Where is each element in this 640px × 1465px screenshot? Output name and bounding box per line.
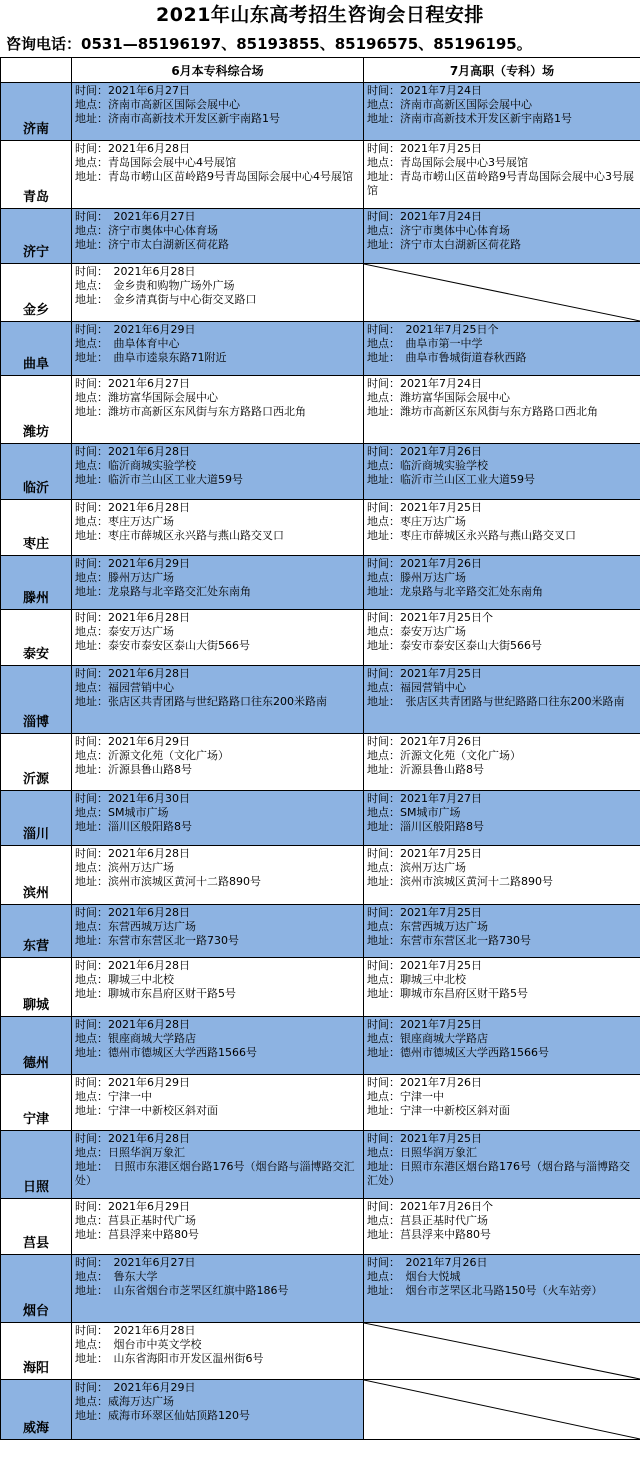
table-row	[1, 322, 640, 376]
session-line: 地点：济宁市奥体中心体育场	[75, 224, 218, 237]
session-line: 地点：青岛国际会展中心4号展馆	[75, 156, 236, 169]
session-line: 时间：2021年6月29日	[75, 557, 190, 570]
session-line: 地址：淄川区般阳路8号	[75, 820, 192, 833]
city-name: 莒县	[1, 1199, 72, 1255]
session-line: 时间：2021年7月25日	[367, 959, 482, 972]
diagonal-line	[364, 1380, 640, 1439]
session-line: 地点： 曲阜体育中心	[75, 337, 180, 350]
table-row	[1, 556, 640, 610]
diagonal-line	[364, 1323, 640, 1379]
session-line: 地点：临沂商城实验学校	[75, 459, 196, 472]
june-session-cell	[72, 500, 364, 556]
session-line: 时间：2021年6月28日	[75, 501, 190, 514]
july-empty-cell	[364, 264, 640, 322]
june-session-cell	[72, 556, 364, 610]
session-line: 时间：2021年7月25日个	[367, 611, 493, 624]
city-name: 聊城	[1, 958, 72, 1017]
city-name: 临沂	[1, 444, 72, 500]
july-empty-cell	[364, 1323, 640, 1380]
session-line: 时间：2021年7月24日	[367, 84, 482, 97]
session-line: 地址： 金乡清真街与中心街交叉路口	[75, 293, 257, 306]
city-name: 烟台	[1, 1255, 72, 1323]
july-session-cell	[364, 1017, 640, 1075]
session-line: 时间：2021年6月29日	[75, 1200, 190, 1213]
session-line: 时间：2021年6月29日	[75, 735, 190, 748]
session-line: 地点：泰安万达广场	[367, 625, 466, 638]
june-session-cell	[72, 1131, 364, 1199]
july-session-cell	[364, 83, 640, 141]
session-line: 地址：潍坊市高新区东风街与东方路路口西北角	[367, 405, 598, 418]
session-line: 时间：2021年7月26日个	[367, 1200, 493, 1213]
session-line: 时间：2021年7月26日	[367, 557, 482, 570]
session-line: 地点：滕州万达广场	[367, 571, 466, 584]
session-line: 地址：青岛市崂山区苗岭路9号青岛国际会展中心4号展馆	[75, 170, 353, 183]
session-line: 地址：东营市东营区北一路730号	[75, 934, 239, 947]
june-session-cell	[72, 322, 364, 376]
table-row	[1, 264, 640, 322]
table-row	[1, 444, 640, 500]
city-name: 济宁	[1, 209, 72, 264]
session-line: 地址：滨州市滨城区黄河十二路890号	[75, 875, 261, 888]
session-line: 地点：聊城三中北校	[367, 973, 466, 986]
session-line: 地点：滨州万达广场	[75, 861, 174, 874]
session-line: 地址：宁津一中新校区斜对面	[367, 1104, 510, 1117]
june-session-cell	[72, 1017, 364, 1075]
session-line: 地址： 日照市东港区烟台路176号（烟台路与淄博路交汇处）	[75, 1160, 355, 1187]
session-line: 地点：东营西城万达广场	[367, 920, 488, 933]
session-line: 时间：2021年7月26日	[367, 735, 482, 748]
july-session-cell	[364, 376, 640, 444]
session-line: 地址：威海市环翠区仙姑顶路120号	[75, 1409, 250, 1422]
session-line: 地点：聊城三中北校	[75, 973, 174, 986]
july-empty-cell	[364, 1380, 640, 1440]
june-session-cell	[72, 376, 364, 444]
session-line: 地址：济宁市太白湖新区荷花路	[367, 238, 521, 251]
session-line: 地点： 烟台大悦城	[367, 1270, 461, 1283]
june-session-cell	[72, 958, 364, 1017]
session-line: 时间： 2021年6月28日	[75, 1324, 196, 1337]
city-name: 曲阜	[1, 322, 72, 376]
session-line: 地址： 山东省海阳市开发区温州街6号	[75, 1352, 264, 1365]
session-line: 地点：潍坊富华国际会展中心	[367, 391, 510, 404]
header-july: 7月高职（专科）场	[364, 58, 640, 83]
session-line: 时间：2021年6月28日	[75, 959, 190, 972]
july-session-cell	[364, 1131, 640, 1199]
session-line: 地点：宁津一中	[75, 1090, 152, 1103]
session-line: 地点：潍坊富华国际会展中心	[75, 391, 218, 404]
session-line: 地点：滕州万达广场	[75, 571, 174, 584]
june-session-cell	[72, 1199, 364, 1255]
session-line: 地址：张店区共青团路与世纪路路口往东200米路南	[75, 695, 327, 708]
june-session-cell	[72, 83, 364, 141]
session-line: 地点：宁津一中	[367, 1090, 444, 1103]
table-row	[1, 1199, 640, 1255]
session-line: 时间： 2021年6月29日	[75, 1381, 196, 1394]
table-row	[1, 791, 640, 846]
session-line: 时间： 2021年6月28日	[75, 265, 196, 278]
table-row	[1, 610, 640, 666]
july-session-cell	[364, 666, 640, 734]
session-line: 地址：龙泉路与北辛路交汇处东南角	[75, 585, 251, 598]
session-line: 时间：2021年6月28日	[75, 611, 190, 624]
session-line: 地址：青岛市崂山区苗岭路9号青岛国际会展中心3号展馆	[367, 170, 634, 197]
session-line: 地点： 金乡贵和购物广场外广场	[75, 279, 235, 292]
session-line: 时间：2021年7月25日	[367, 1018, 482, 1031]
city-name: 滨州	[1, 846, 72, 905]
session-line: 地址：潍坊市高新区东风街与东方路路口西北角	[75, 405, 306, 418]
session-line: 地址：莒县浮来中路80号	[367, 1228, 491, 1241]
june-session-cell	[72, 1075, 364, 1131]
session-line: 地址：滨州市滨城区黄河十二路890号	[367, 875, 553, 888]
june-session-cell	[72, 1255, 364, 1323]
table-row	[1, 500, 640, 556]
session-line: 时间：2021年7月25日	[367, 142, 482, 155]
header-june: 6月本专科综合场	[72, 58, 364, 83]
july-session-cell	[364, 209, 640, 264]
table-row	[1, 376, 640, 444]
city-name: 东营	[1, 905, 72, 958]
session-line: 时间：2021年7月26日	[367, 1076, 482, 1089]
june-session-cell	[72, 1323, 364, 1380]
session-line: 地址：济南市高新技术开发区新宇南路1号	[367, 112, 572, 125]
session-line: 地点： 鲁东大学	[75, 1270, 158, 1283]
session-line: 地址：泰安市泰安区泰山大街566号	[367, 639, 542, 652]
session-line: 时间：2021年7月27日	[367, 792, 482, 805]
session-line: 地点：银座商城大学路店	[75, 1032, 196, 1045]
session-line: 地点：莒县正基时代广场	[75, 1214, 196, 1227]
table-row	[1, 1131, 640, 1199]
city-name: 青岛	[1, 141, 72, 209]
session-line: 地址：德州市德城区大学西路1566号	[367, 1046, 549, 1059]
session-line: 地址： 曲阜市鲁城街道春秋西路	[367, 351, 527, 364]
session-line: 地点：滨州万达广场	[367, 861, 466, 874]
july-session-cell	[364, 322, 640, 376]
session-line: 地点：临沂商城实验学校	[367, 459, 488, 472]
session-line: 时间：2021年6月27日	[75, 84, 190, 97]
session-line: 地址：济南市高新技术开发区新宇南路1号	[75, 112, 280, 125]
table-row	[1, 83, 640, 141]
session-line: 地址： 烟台市芝罘区北马路150号（火车站旁）	[367, 1284, 603, 1297]
table-row	[1, 209, 640, 264]
session-line: 地点：日照华润万象汇	[367, 1146, 477, 1159]
session-line: 时间：2021年6月30日	[75, 792, 190, 805]
session-line: 地点：银座商城大学路店	[367, 1032, 488, 1045]
session-line: 地点：威海万达广场	[75, 1395, 174, 1408]
city-name: 泰安	[1, 610, 72, 666]
session-line: 时间：2021年6月28日	[75, 1018, 190, 1031]
table-row	[1, 141, 640, 209]
session-line: 地址：日照市东港区烟台路176号（烟台路与淄博路交汇处）	[367, 1160, 630, 1187]
session-line: 地址：聊城市东昌府区财干路5号	[367, 987, 528, 1000]
session-line: 地点：SM城市广场	[75, 806, 169, 819]
session-line: 时间：2021年6月28日	[75, 667, 190, 680]
city-name: 淄博	[1, 666, 72, 734]
session-line: 地点：济南市高新区国际会展中心	[367, 98, 532, 111]
session-line: 时间：2021年6月27日	[75, 377, 190, 390]
june-session-cell	[72, 141, 364, 209]
july-session-cell	[364, 734, 640, 791]
city-name: 宁津	[1, 1075, 72, 1131]
session-line: 时间：2021年7月24日	[367, 210, 482, 223]
city-name: 沂源	[1, 734, 72, 791]
session-line: 时间：2021年6月29日	[75, 1076, 190, 1089]
june-session-cell	[72, 734, 364, 791]
session-line: 时间：2021年7月25日	[367, 1132, 482, 1145]
session-line: 地点：SM城市广场	[367, 806, 461, 819]
table-row	[1, 958, 640, 1017]
july-session-cell	[364, 444, 640, 500]
session-line: 时间：2021年6月28日	[75, 1132, 190, 1145]
session-line: 地址：临沂市兰山区工业大道59号	[75, 473, 243, 486]
session-line: 地址：济宁市太白湖新区荷花路	[75, 238, 229, 251]
session-line: 时间： 2021年6月27日	[75, 1256, 196, 1269]
session-line: 时间：2021年6月28日	[75, 142, 190, 155]
session-line: 地址：临沂市兰山区工业大道59号	[367, 473, 535, 486]
july-session-cell	[364, 141, 640, 209]
session-line: 地址：淄川区般阳路8号	[367, 820, 484, 833]
city-name: 海阳	[1, 1323, 72, 1380]
june-session-cell	[72, 666, 364, 734]
june-session-cell	[72, 444, 364, 500]
july-session-cell	[364, 500, 640, 556]
june-session-cell	[72, 264, 364, 322]
table-row	[1, 666, 640, 734]
july-session-cell	[364, 556, 640, 610]
table-row	[1, 1255, 640, 1323]
july-session-cell	[364, 958, 640, 1017]
table-row	[1, 1380, 640, 1440]
schedule-table	[0, 57, 640, 1440]
session-line: 地址： 山东省烟台市芝罘区红旗中路186号	[75, 1284, 289, 1297]
session-line: 地点：济南市高新区国际会展中心	[75, 98, 240, 111]
session-line: 地点：枣庄万达广场	[367, 515, 466, 528]
session-line: 时间：2021年7月25日	[367, 906, 482, 919]
session-line: 地址： 曲阜市逵泉东路71附近	[75, 351, 227, 364]
session-line: 地点：福园营销中心	[367, 681, 466, 694]
session-line: 地址：德州市德城区大学西路1566号	[75, 1046, 257, 1059]
session-line: 地点：青岛国际会展中心3号展馆	[367, 156, 528, 169]
session-line: 时间：2021年6月28日	[75, 906, 190, 919]
session-line: 地点：福园营销中心	[75, 681, 174, 694]
session-line: 时间： 2021年7月25日个	[367, 323, 499, 336]
session-line: 地点： 曲阜市第一中学	[367, 337, 483, 350]
table-row	[1, 1017, 640, 1075]
session-line: 地址：枣庄市薛城区永兴路与燕山路交叉口	[367, 529, 576, 542]
session-line: 地址：宁津一中新校区斜对面	[75, 1104, 218, 1117]
session-line: 地址：沂源县鲁山路8号	[367, 763, 484, 776]
july-session-cell	[364, 1255, 640, 1323]
session-line: 地点：枣庄万达广场	[75, 515, 174, 528]
session-line: 时间：2021年7月25日	[367, 667, 482, 680]
july-session-cell	[364, 791, 640, 846]
consult-phone: 咨询电话：0531—85196197、85193855、85196575、85196195。	[6, 35, 532, 53]
city-name: 滕州	[1, 556, 72, 610]
session-line: 地址：枣庄市薛城区永兴路与燕山路交叉口	[75, 529, 284, 542]
diagonal-line	[364, 264, 640, 321]
session-line: 地点： 烟台市中英文学校	[75, 1338, 202, 1351]
session-line: 时间： 2021年6月27日	[75, 210, 196, 223]
june-session-cell	[72, 791, 364, 846]
session-line: 地点：济宁市奥体中心体育场	[367, 224, 510, 237]
session-line: 时间：2021年7月24日	[367, 377, 482, 390]
june-session-cell	[72, 905, 364, 958]
session-line: 地址：东营市东营区北一路730号	[367, 934, 531, 947]
table-row	[1, 846, 640, 905]
june-session-cell	[72, 610, 364, 666]
city-name: 枣庄	[1, 500, 72, 556]
table-header-row	[1, 58, 640, 83]
city-name: 淄川	[1, 791, 72, 846]
july-session-cell	[364, 905, 640, 958]
session-line: 地址：聊城市东昌府区财干路5号	[75, 987, 236, 1000]
session-line: 地址：龙泉路与北辛路交汇处东南角	[367, 585, 543, 598]
session-line: 地址：沂源县鲁山路8号	[75, 763, 192, 776]
session-line: 地点：东营西城万达广场	[75, 920, 196, 933]
table-row	[1, 1323, 640, 1380]
session-line: 时间： 2021年7月26日	[367, 1256, 488, 1269]
session-line: 地点：莒县正基时代广场	[367, 1214, 488, 1227]
session-line: 地址： 张店区共青团路与世纪路路口往东200米路南	[367, 695, 625, 708]
table-row	[1, 905, 640, 958]
session-line: 时间：2021年7月25日	[367, 847, 482, 860]
city-name: 威海	[1, 1380, 72, 1440]
session-line: 地点：沂源文化苑（文化广场）	[75, 749, 229, 762]
page-title: 2021年山东高考招生咨询会日程安排	[156, 4, 484, 26]
session-line: 时间：2021年6月28日	[75, 847, 190, 860]
session-line: 时间：2021年7月25日	[367, 501, 482, 514]
session-line: 时间：2021年6月28日	[75, 445, 190, 458]
session-line: 时间：2021年7月26日	[367, 445, 482, 458]
july-session-cell	[364, 1075, 640, 1131]
june-session-cell	[72, 846, 364, 905]
june-session-cell	[72, 1380, 364, 1440]
table-row	[1, 1075, 640, 1131]
city-name: 日照	[1, 1131, 72, 1199]
city-name: 金乡	[1, 264, 72, 322]
header-city	[1, 58, 72, 83]
session-line: 地点：日照华润万象汇	[75, 1146, 185, 1159]
session-line: 地点：泰安万达广场	[75, 625, 174, 638]
session-line: 时间： 2021年6月29日	[75, 323, 196, 336]
july-session-cell	[364, 610, 640, 666]
july-session-cell	[364, 846, 640, 905]
session-line: 地址：泰安市泰安区泰山大街566号	[75, 639, 250, 652]
city-name: 潍坊	[1, 376, 72, 444]
table-row	[1, 734, 640, 791]
city-name: 济南	[1, 83, 72, 141]
session-line: 地址：莒县浮来中路80号	[75, 1228, 199, 1241]
june-session-cell	[72, 209, 364, 264]
july-session-cell	[364, 1199, 640, 1255]
session-line: 地点：沂源文化苑（文化广场）	[367, 749, 521, 762]
city-name: 德州	[1, 1017, 72, 1075]
